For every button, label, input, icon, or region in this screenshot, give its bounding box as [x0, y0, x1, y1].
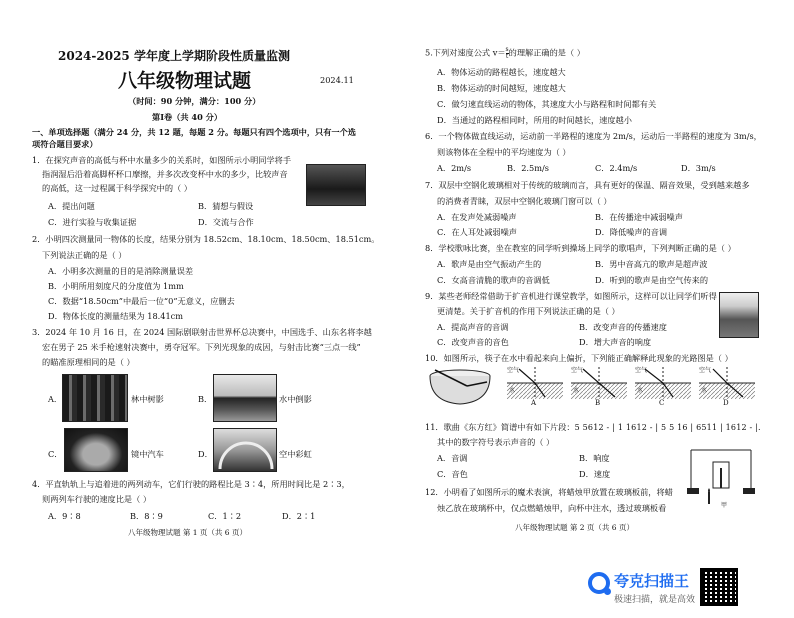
q6-option-c[interactable]: C．2.4m/s [595, 163, 638, 173]
q7-line1: 7．双层中空钢化玻璃相对于传统的玻璃而言，具有更好的保温、隔音效果，受到越来越多 [425, 180, 750, 190]
formula-numerator: s [505, 46, 509, 53]
q5-option-a[interactable]: A．物体运动的路程越长，速度越大 [437, 67, 566, 77]
watermark-slogan: 极速扫描，就是高效 [614, 595, 696, 605]
time-info: （时间：90 分钟，满分：100 分） [128, 96, 261, 106]
q3-option-a-text: 林中树影 [131, 394, 164, 404]
q3-bridge-reflection-image [213, 374, 277, 422]
q10-d-label: D [723, 399, 729, 407]
q1-option-d[interactable]: D．交流与合作 [198, 217, 254, 227]
q9-option-b[interactable]: B．改变声音的传播速度 [579, 322, 667, 332]
quark-scanner-logo-icon [588, 572, 610, 594]
q6-option-a[interactable]: A．2m/s [437, 163, 472, 173]
q7-option-d[interactable]: D．降低噪声的音调 [595, 227, 668, 237]
q5-option-d[interactable]: D．当通过的路程相同时，所用的时间越长，速度越小 [437, 115, 632, 125]
q3-option-b-letter[interactable]: B． [198, 394, 213, 404]
q3-option-b-text: 水中倒影 [279, 394, 312, 404]
q12-candle-jia-label: 甲 [721, 502, 728, 509]
section1-title-line1: 一、单项选择题（满分 24 分，共 12 题，每题 2 分。每题只有四个选项中，只有一个选 [32, 127, 356, 137]
rainbow-arc-icon [214, 429, 277, 472]
formula-denominator: t [505, 53, 509, 60]
q9-line2: 更清楚。关于扩音机的作用下列说法正确的是（ ） [437, 306, 620, 316]
q3-option-c-letter[interactable]: C． [48, 449, 63, 459]
q1-line1: 1．在探究声音的高低与杯中水量多少的关系时，如图所示小明同学将手 [32, 155, 292, 165]
q8-option-b[interactable]: B．男中音高亢的歌声是超声波 [595, 259, 708, 269]
q1-wineglass-image [306, 164, 366, 206]
q7-line2: 的消费者青睐，双层中空钢化玻璃门窗可以（ ） [437, 196, 612, 206]
q3-mirror-car-image [64, 428, 128, 472]
q10-c-water-label: 水 [637, 387, 644, 394]
q10-diagram-a[interactable] [507, 367, 563, 407]
q6-line1: 6．一个物体做直线运动，运动前一半路程的速度为 2m/s，运动后一半路程的速度为 3m/s， [425, 131, 762, 141]
q10-d-air-label: 空气 [699, 367, 712, 374]
q10-a-air-label: 空气 [507, 367, 520, 374]
q10-b-water-label: 水 [573, 387, 580, 394]
page2-footer: 八年级物理试题 第 2 页（共 6 页） [515, 523, 634, 532]
qr-code-icon [700, 568, 738, 606]
q10-chopsticks-in-water-figure [427, 368, 493, 408]
q10-line1: 10．如图所示，筷子在水中看起来向上偏折，下列能正确解释此现象的光路图是（ ） [425, 353, 733, 363]
watermark-brand: 夸克扫描王 [614, 572, 690, 590]
school-year-heading: 2024-2025 学年度上学期阶段性质量监测 [58, 49, 290, 63]
q3-option-d-letter[interactable]: D． [198, 449, 213, 459]
q10-a-water-label: 水 [509, 387, 516, 394]
q1-line2: 指润湿后沿着高脚杯杯口摩擦，并多次改变杯中水的多少，比较声音 [42, 169, 288, 179]
q1-option-c[interactable]: C．进行实验与收集证据 [48, 217, 137, 227]
exam-date: 2024.11 [320, 75, 354, 85]
q9-option-c[interactable]: C．改变声音的音色 [437, 337, 509, 347]
q8-option-a[interactable]: A．歌声是由空气振动产生的 [437, 259, 542, 269]
q8-option-c[interactable]: C．女高音清脆的歌声的音调低 [437, 275, 550, 285]
q6-option-b[interactable]: B．2.5m/s [507, 163, 549, 173]
q5-option-c[interactable]: C．做匀速直线运动的物体，其速度大小与路程和时间都有关 [437, 99, 657, 109]
q10-a-label: A [531, 399, 537, 407]
q11-option-b[interactable]: B．响度 [579, 453, 610, 463]
q9-teacher-microphone-image [719, 292, 759, 338]
part-title: 第Ⅰ卷（共 40 分） [152, 112, 223, 122]
q11-line2: 其中的数字符号表示声音的（ ） [437, 437, 555, 447]
q1-option-a[interactable]: A．提出问题 [48, 201, 95, 211]
q3-line3: 的瞄准原理相同的是（ ） [42, 357, 135, 367]
q3-option-a-letter[interactable]: A． [48, 394, 63, 404]
q3-forest-shadow-image [62, 374, 128, 422]
q6-line2: 则该物体在全程中的平均速度为（ ） [437, 147, 571, 157]
q7-option-b[interactable]: B．在传播途中减弱噪声 [595, 212, 683, 222]
subject-title: 八年级物理试题 [118, 70, 252, 92]
q4-option-d[interactable]: D．2∶1 [282, 511, 316, 521]
q3-rainbow-image [213, 428, 277, 472]
q10-diagram-c[interactable] [635, 367, 691, 407]
q2-line1: 2．小明四次测量同一物体的长度，结果分别为 18.52cm、18.10cm、18.50cm、18.51cm。 [32, 234, 380, 244]
q10-diagram-b[interactable] [571, 367, 627, 407]
q11-option-a[interactable]: A．音调 [437, 453, 468, 463]
q11-notation: 5 5612 - | 1 1612 - | 5 5 16 | 6511 | 1612 - |. [574, 423, 761, 432]
q5-option-b[interactable]: B．物体运动的时间越短，速度越大 [437, 83, 566, 93]
q10-c-label: C [659, 399, 665, 407]
q12-line2: 烛乙放在玻璃杯中，仅点燃蜡烛甲，向杯中注水，透过玻璃板看 [437, 503, 667, 513]
q10-c-air-label: 空气 [635, 367, 648, 374]
q2-option-c[interactable]: C．数据“18.50cm”中最后一位“0”无意义，应删去 [48, 296, 235, 306]
q2-option-b[interactable]: B．小明所用刻度尺的分度值为 1mm [48, 281, 184, 291]
page1-footer: 八年级物理试题 第 1 页（共 6 页） [128, 528, 247, 537]
q3-line1: 3．2024 年 10 月 16 日，在 2024 国际剧联射击世界杯总决赛中，中国选手、山东名将李越 [32, 327, 372, 337]
q9-line1: 9．某些老师经常借助于扩音机进行课堂教学，如图所示，这样可以让同学们听得 [425, 291, 717, 301]
q3-option-d-text: 空中彩虹 [279, 449, 312, 459]
q7-option-a[interactable]: A．在发声处减弱噪声 [437, 212, 517, 222]
q2-option-a[interactable]: A．小明多次测量的目的是消除测量误差 [48, 266, 194, 276]
q2-line2: 下列说法正确的是（ ） [42, 250, 127, 260]
q10-b-label: B [595, 399, 601, 407]
q7-option-c[interactable]: C．在人耳处减弱噪声 [437, 227, 517, 237]
q4-option-c[interactable]: C．1∶2 [208, 511, 242, 521]
q5-line1 [425, 47, 585, 60]
q4-line1: 4．平直轨轨上与追着进的两列动车，它们行驶的路程比是 3∶4，所用时间比是 2∶3， [32, 479, 350, 489]
q4-line2: 则两列车行驶的速度比是（ ） [42, 494, 152, 504]
q11-option-c[interactable]: C．音色 [437, 469, 468, 479]
q10-d-water-label: 水 [701, 387, 708, 394]
section1-title-line2: 项符合题目要求） [32, 139, 98, 149]
q8-line1: 8．学校歌咏比赛，坐在教室的同学听到操场上同学的歌唱声，下列判断正确的是（ ） [425, 243, 736, 253]
q11-option-d[interactable]: D．速度 [579, 469, 611, 479]
q1-line3: 的高低，这一过程属于科学探究中的（ ） [42, 183, 192, 193]
exam-page-2 [403, 0, 794, 618]
q10-b-air-label: 空气 [571, 367, 584, 374]
q5-line1-pre: 5.下列对速度公式 v＝ [425, 47, 506, 58]
q3-line2: 宏在男子 25 米手枪速射决赛中，勇夺冠军。下列光现象的成因，与射击比赛“三点一线” [42, 342, 361, 352]
q4-option-b[interactable]: B．8∶9 [130, 511, 163, 521]
q3-option-c-text: 镜中汽车 [131, 449, 164, 459]
q5-line1-post: 的理解正确的是（ ） [508, 47, 585, 58]
q8-option-d[interactable]: D．听到的歌声是由空气传来的 [595, 275, 709, 285]
q9-option-a[interactable]: A．提高声音的音调 [437, 322, 509, 332]
q2-option-d[interactable]: D．物体长度的测量结果为 18.41cm [48, 311, 184, 321]
q11-line1-pre: 11．歌曲《东方红》简谱中有如下片段： [425, 422, 575, 432]
q11-line1 [425, 422, 761, 433]
q12-line1: 12．小明看了如图所示的魔术表演，将蜡烛甲放置在玻璃板前，将蜡 [425, 487, 673, 497]
q10-diagram-d[interactable] [699, 367, 755, 407]
q4-option-a[interactable]: A．9∶8 [48, 511, 81, 521]
q6-option-d[interactable]: D．3m/s [681, 163, 716, 173]
q9-option-d[interactable]: D．增大声音的响度 [579, 337, 652, 347]
q1-option-b[interactable]: B．猜想与假设 [198, 201, 254, 211]
